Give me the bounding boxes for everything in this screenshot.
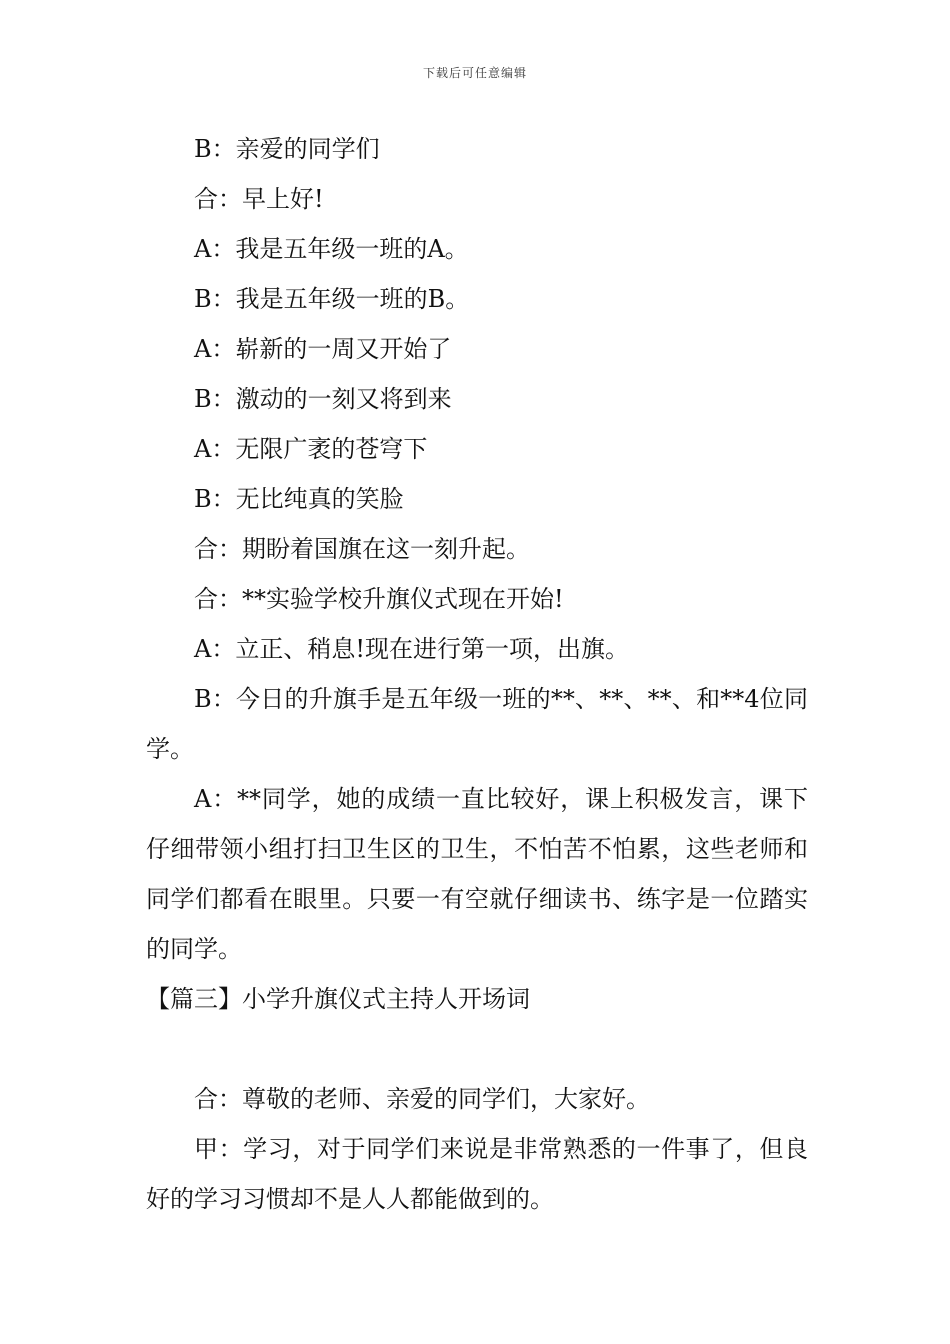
dialogue-line: 合：期盼着国旗在这一刻升起。 bbox=[194, 535, 530, 563]
dialogue-line: 合：早上好! bbox=[194, 185, 324, 213]
section-heading: 【篇三】小学升旗仪式主持人开场词 bbox=[146, 985, 530, 1013]
dialogue-paragraph: B：今日的升旗手是五年级一班的**、**、**、和**4位同学。 bbox=[146, 685, 808, 763]
dialogue-line: B：亲爱的同学们 bbox=[194, 135, 380, 163]
dialogue-line: B：无比纯真的笑脸 bbox=[194, 485, 404, 513]
dialogue-paragraph: 甲：学习，对于同学们来说是非常熟悉的一件事了，但良好的学习习惯却不是人人都能做到的。 bbox=[146, 1135, 808, 1213]
dialogue-line: A：立正、稍息!现在进行第一项，出旗。 bbox=[194, 635, 629, 663]
document-body bbox=[146, 124, 808, 1224]
dialogue-line: B：我是五年级一班的B。 bbox=[194, 285, 470, 313]
page-header: 下载后可任意编辑 bbox=[422, 66, 527, 80]
dialogue-line: 合：尊敬的老师、亲爱的同学们，大家好。 bbox=[194, 1085, 650, 1113]
dialogue-paragraph: A：**同学，她的成绩一直比较好，课上积极发言，课下仔细带领小组打扫卫生区的卫生，不怕苦不怕累，这些老师和同学们都看在眼里。只要一有空就仔细读书、练字是一位踏实的同学。 bbox=[146, 785, 808, 963]
dialogue-line: A：我是五年级一班的A。 bbox=[194, 235, 469, 263]
dialogue-line: A：无限广袤的苍穹下 bbox=[194, 435, 428, 463]
blank-line bbox=[146, 1024, 808, 1074]
dialogue-line: 合：**实验学校升旗仪式现在开始! bbox=[194, 585, 564, 613]
dialogue-line: B：激动的一刻又将到来 bbox=[194, 385, 452, 413]
dialogue-line: A：崭新的一周又开始了 bbox=[194, 335, 452, 363]
